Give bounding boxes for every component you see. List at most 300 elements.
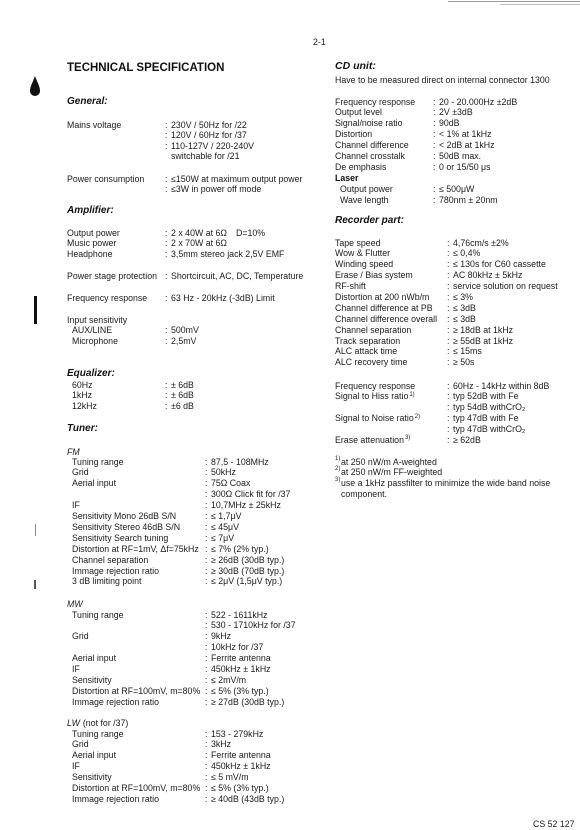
spec-row [335, 391, 575, 402]
spec-value: ≥ 26dB (30dB typ.) [211, 554, 285, 565]
spec-label-text: Frequency response [335, 96, 416, 107]
page-title: TECHNICAL SPECIFICATION [67, 62, 225, 74]
spec-row [67, 249, 307, 259]
spec-label [72, 401, 97, 412]
spec-separator: : [433, 118, 436, 129]
spec-row [335, 238, 575, 249]
spec-separator: : [205, 761, 208, 772]
punch-mark-icon [29, 76, 41, 98]
spec-label [72, 566, 159, 577]
spec-row [72, 686, 312, 697]
spec-row [335, 140, 575, 151]
spec-row [67, 315, 307, 325]
spec-row [67, 228, 307, 238]
spec-value: 0 or 15/50 μs [439, 161, 491, 172]
spec-label [335, 248, 390, 259]
input-sensitivity-block [67, 315, 307, 346]
spec-separator: : [433, 129, 436, 140]
spec-label-text: Distortion at RF=100mV, m=80% [72, 783, 201, 794]
spec-value: 10,7MHz ± 25kHz [211, 500, 281, 511]
spec-value: ≤ 2mV/m [211, 674, 247, 685]
spec-separator: : [447, 402, 450, 413]
spec-value: ≥ 55dB at 1kHz [453, 335, 514, 346]
spec-separator: : [165, 292, 168, 303]
spec-row [72, 457, 312, 468]
footnote-reference: 2) [414, 413, 421, 420]
spec-value: typ 47dB with Fe [453, 413, 519, 424]
spec-label-text: Distortion at 200 nWb/m [335, 291, 430, 302]
spec-value: typ 54dB withCrO₂ [453, 402, 526, 413]
spec-separator: : [205, 543, 208, 554]
spec-value: ≤ 45μV [211, 521, 239, 532]
spec-separator: : [205, 478, 208, 489]
spec-label [72, 500, 80, 511]
spec-separator: : [447, 335, 450, 346]
spec-label-text: Immage rejection ratio [72, 696, 160, 707]
spec-value: 500mV [171, 325, 199, 336]
spec-label-text: Sensitivity Mono 26dB S/N [72, 511, 177, 522]
lw-note: (not for /37) [82, 717, 129, 728]
spec-label-text: Wave length [340, 194, 389, 205]
scan-edge-line [448, 1, 580, 2]
spec-row [72, 675, 312, 686]
spec-row [67, 336, 307, 346]
spec-separator: : [205, 489, 208, 500]
spec-separator: : [165, 238, 168, 249]
spec-row [72, 783, 312, 794]
spec-label-text: Frequency response [335, 380, 416, 391]
spec-row [67, 325, 307, 335]
spec-label-text: Distortion at RF=1mV, Δf=75kHz [72, 543, 199, 554]
spec-label-text: De emphasis [335, 161, 387, 172]
spec-separator: : [433, 183, 436, 194]
spec-row [72, 533, 312, 544]
spec-value: Shortcircuit, AC, DC, Temperature [171, 270, 304, 281]
spec-label-text: IF [72, 500, 80, 511]
spec-value: ± 6dB [171, 379, 194, 390]
spec-separator: : [433, 161, 436, 172]
spec-value: AC 80kHz ± 5kHz [453, 270, 523, 281]
spec-row [335, 346, 575, 357]
spec-separator: : [447, 424, 450, 435]
spec-label [335, 292, 429, 303]
spec-separator: : [205, 609, 208, 620]
spec-label [67, 228, 120, 238]
cd-unit-note: Have to be measured direct on internal connector 1300 [335, 74, 550, 85]
spec-value: 63 Hz - 20kHz (-3dB) Limit [171, 292, 275, 303]
spec-label [72, 533, 168, 544]
spec-label [67, 238, 116, 248]
spec-value: switchable for /21 [171, 151, 240, 162]
spec-label [67, 315, 127, 325]
spec-label [72, 750, 116, 761]
spec-separator: : [205, 685, 208, 696]
scan-mark [35, 524, 36, 536]
spec-note: D=10% [236, 227, 266, 238]
spec-row [72, 664, 312, 675]
spec-label [67, 293, 147, 304]
spec-row [335, 195, 575, 206]
spec-label-text: IF [72, 761, 80, 772]
spec-label-text: Power stage protection [67, 270, 157, 281]
spec-label [335, 140, 409, 151]
spec-row [335, 129, 575, 140]
spec-label-text: Output power [340, 183, 393, 194]
spec-separator: : [447, 259, 450, 270]
spec-label [335, 259, 393, 270]
spec-value: 780nm ± 20nm [439, 194, 498, 205]
spec-row [67, 380, 307, 391]
spec-label [340, 184, 393, 195]
spec-value: ≤ 2μV (1,5μV typ.) [211, 576, 283, 587]
spec-row [335, 97, 575, 108]
spec-label [335, 325, 411, 336]
spec-value: ≤ 5 mV/m [211, 772, 249, 783]
spec-label [335, 118, 402, 129]
spec-label-text: 12kHz [72, 401, 97, 412]
spec-separator: : [433, 150, 436, 161]
spec-label-text: Aerial input [72, 478, 117, 489]
spec-separator: : [205, 783, 208, 794]
spec-label [335, 435, 410, 448]
spec-label-text: ALC attack time [335, 346, 398, 357]
spec-label [72, 675, 112, 686]
spec-label-text: Grid [72, 631, 89, 642]
spec-label [72, 467, 89, 478]
footnotes-block [335, 457, 575, 501]
spec-row [72, 739, 312, 750]
footnote-row [335, 489, 575, 500]
spec-value: 522 - 1611kHz [211, 609, 268, 620]
spec-row [335, 357, 575, 368]
spec-separator: : [205, 500, 208, 511]
spec-label-text: Distortion [335, 129, 373, 140]
mw-label-text: MW [67, 599, 83, 610]
spec-row [67, 238, 307, 248]
spec-separator: : [447, 270, 450, 281]
spec-label [335, 238, 381, 249]
spec-label-text: 60Hz [72, 379, 93, 390]
spec-row [335, 413, 575, 424]
spec-label [72, 761, 80, 772]
spec-row [335, 162, 575, 173]
spec-value: ≥ 40dB (43dB typ.) [211, 793, 285, 804]
spec-row [335, 303, 575, 314]
spec-label-text: RF-shift [335, 281, 366, 292]
spec-label-text: Signal to Noise ratio [335, 413, 414, 424]
spec-value: ≤ 5% (3% typ.) [211, 783, 269, 794]
footnote-mark: 2) [335, 466, 341, 473]
spec-label [72, 697, 159, 708]
spec-value: 4,76cm/s ±2% [453, 237, 509, 248]
spec-label [335, 270, 413, 281]
spec-separator: : [165, 119, 168, 130]
spec-label [335, 303, 433, 314]
spec-value: 110-127V / 220-240V [171, 140, 254, 151]
spec-label-text: Channel difference [335, 140, 409, 151]
spec-separator: : [165, 401, 168, 412]
spec-value: ≤ 500μW [439, 183, 475, 194]
spec-label [335, 314, 437, 325]
spec-value: 60Hz - 14kHz within 8dB [453, 380, 550, 391]
spec-separator: : [205, 750, 208, 761]
spec-value: ≤ 7μV [211, 532, 235, 543]
spec-row [335, 402, 575, 413]
spec-label-text: Grid [72, 467, 89, 478]
spec-label-text: Sensitivity Stereo 46dB S/N [72, 521, 181, 532]
spec-separator: : [165, 270, 168, 281]
spec-label [72, 729, 124, 740]
spec-value: < 1% at 1kHz [439, 129, 492, 140]
spec-label-text: Mains voltage [67, 119, 122, 130]
spec-value: 450kHz ± 1kHz [211, 761, 271, 772]
spec-separator: : [205, 772, 208, 783]
spec-label-text: Sensitivity [72, 674, 112, 685]
spec-value: Ferrite antenna [211, 750, 271, 761]
spec-label-text: Output power [67, 227, 120, 238]
cd-spec-block [335, 97, 575, 173]
spec-separator: : [447, 302, 450, 313]
spec-value: ≤3W in power off mode [171, 184, 262, 195]
fm-label-text: FM [67, 446, 80, 457]
footnote-row [335, 478, 575, 489]
equalizer-block [67, 380, 307, 413]
spec-separator: : [433, 107, 436, 118]
spec-value: 9kHz [211, 631, 232, 642]
spec-value: 2 x 40W at 6Ω [171, 227, 227, 238]
spec-separator: : [205, 793, 208, 804]
spec-value: < 2dB at 1kHz [439, 140, 495, 151]
spec-label [72, 783, 200, 794]
fm-spec-block [72, 457, 312, 588]
spec-label [67, 271, 157, 282]
spec-value: 2,5mV [171, 335, 197, 346]
spec-label-text: AUX/LINE [72, 325, 113, 336]
spec-label-text: Tuning range [72, 456, 124, 467]
spec-value: typ 47dB withCrO₂ [453, 424, 526, 435]
spec-row [72, 544, 312, 555]
spec-label [335, 346, 397, 357]
spec-label-text: Input sensitivity [67, 314, 128, 325]
spec-label-text: Output level [335, 107, 382, 118]
spec-value: ≥ 18dB at 1kHz [453, 324, 514, 335]
spec-label-text: Tuning range [72, 728, 124, 739]
spec-value: ≤150W at maximum output power [171, 173, 303, 184]
spec-label-text: Track separation [335, 335, 401, 346]
spec-row [67, 401, 307, 412]
spec-value: ≤ 3% [453, 291, 473, 302]
footnote-mark: 1) [335, 455, 341, 462]
spec-label [340, 195, 389, 206]
spec-label [72, 610, 124, 621]
spec-row [335, 381, 575, 392]
spec-label [72, 511, 176, 522]
spec-value: ≤ 0,4% [453, 248, 481, 259]
spec-label-text: Erase / Bias system [335, 270, 413, 281]
spec-value: 87,5 - 108MHz [211, 456, 269, 467]
spec-row [67, 141, 307, 151]
spec-value: ≤ 3dB [453, 313, 476, 324]
spec-value: ≤ 130s for C60 cassette [453, 259, 546, 270]
spec-label [335, 129, 372, 140]
spec-value: 3kHz [211, 739, 232, 750]
footnote-text: use a 1kHz passfilter to minimize the wide band noise [341, 478, 551, 489]
spec-label [335, 381, 415, 392]
spec-value: 20 - 20.000Hz ±2dB [439, 96, 518, 107]
spec-separator: : [205, 521, 208, 532]
spec-row [72, 478, 312, 489]
spec-separator: : [205, 653, 208, 664]
spec-value: 530 - 1710kHz for /37 [211, 620, 296, 631]
spec-value: Ferrite antenna [211, 653, 271, 664]
spec-row [335, 325, 575, 336]
spec-row [67, 293, 307, 304]
spec-label-text: Channel separation [335, 324, 412, 335]
spec-label [335, 357, 407, 368]
spec-value: typ 52dB with Fe [453, 391, 519, 402]
spec-value: ≤ 15ms [453, 346, 482, 357]
spec-value: ≥ 62dB [453, 434, 481, 445]
spec-label-text: Sensitivity Search tuning [72, 532, 169, 543]
spec-label [72, 555, 148, 566]
spec-row [72, 620, 312, 631]
spec-label [335, 107, 382, 118]
spec-label-text: Immage rejection ratio [72, 565, 160, 576]
spec-label [72, 576, 141, 587]
spec-row [67, 390, 307, 401]
spec-separator: : [205, 739, 208, 750]
laser-spec-block [335, 184, 575, 206]
spec-separator: : [165, 390, 168, 401]
spec-row [72, 642, 312, 653]
spec-label-text: Channel crosstalk [335, 150, 405, 161]
spec-value: ≥ 30dB (70dB typ.) [211, 565, 285, 576]
recorder-mechanics-block [335, 238, 575, 369]
spec-label-text: Signal to Hiss ratio [335, 391, 409, 402]
spec-label-text: Microphone [72, 335, 118, 346]
footnote-text: at 250 nW/m A-weighted [341, 456, 437, 467]
spec-separator: : [165, 227, 168, 238]
spec-row [72, 761, 312, 772]
spec-separator: : [447, 413, 450, 424]
recorder-audio-block [335, 381, 575, 446]
spec-row [72, 576, 312, 587]
spec-label-text: Distortion at RF=100mV, m=80% [72, 685, 201, 696]
spec-value: 3,5mm stereo jack 2,5V EMF [171, 248, 285, 259]
footnote-text: at 250 nW/m FF-weighted [341, 467, 443, 478]
spec-value: service solution on request [453, 281, 558, 292]
spec-row [72, 653, 312, 664]
spec-value: 90dB [439, 118, 460, 129]
spec-separator: : [205, 664, 208, 675]
spec-separator: : [205, 674, 208, 685]
spec-separator: : [447, 391, 450, 402]
section-heading-tuner: Tuner: [67, 423, 98, 434]
spec-separator: : [447, 281, 450, 292]
section-heading-cd-unit: CD unit: [335, 60, 376, 72]
spec-value: 300Ω Click fit for /37 [211, 489, 291, 500]
spec-row [335, 435, 575, 446]
spec-row [335, 314, 575, 325]
spec-separator: : [447, 291, 450, 302]
spec-label-text: Channel separation [72, 554, 149, 565]
spec-separator: : [205, 532, 208, 543]
spec-separator: : [205, 696, 208, 707]
spec-label [67, 249, 113, 259]
spec-label-text: Sensitivity [72, 772, 112, 783]
spec-value: ±6 dB [171, 401, 194, 412]
spec-separator: : [165, 184, 168, 195]
spec-label-text: ALC recovery time [335, 357, 408, 368]
spec-label [72, 653, 116, 664]
spec-row [72, 500, 312, 511]
spec-row [72, 467, 312, 478]
spec-label-text: Channel difference overall [335, 313, 438, 324]
spec-value: 50kHz [211, 467, 236, 478]
spec-row [72, 522, 312, 533]
spec-separator: : [165, 248, 168, 259]
scan-edge-line [500, 4, 580, 5]
spec-value: 120V / 60Hz for /37 [171, 130, 247, 141]
spec-row [72, 610, 312, 621]
spec-row [72, 555, 312, 566]
scan-mark [34, 296, 37, 324]
spec-label [335, 336, 400, 347]
spec-value: ≤ 3dB [453, 302, 476, 313]
spec-label [72, 325, 112, 335]
spec-label-text: 3 dB limiting point [72, 576, 142, 587]
spec-value: 2 x 70W at 6Ω [171, 238, 227, 249]
spec-row [67, 271, 307, 282]
spec-row [72, 511, 312, 522]
spec-value: 2V ±3dB [439, 107, 473, 118]
spec-separator: : [205, 554, 208, 565]
spec-value: 153 - 279kHz [211, 728, 264, 739]
spec-value: 50dB max. [439, 150, 482, 161]
spec-separator: : [433, 140, 436, 151]
spec-value: 450kHz ± 1kHz [211, 664, 271, 675]
lw-band-label [67, 718, 128, 729]
spec-value: 10kHz for /37 [211, 642, 264, 653]
spec-label-text: Headphone [67, 248, 113, 259]
spec-row [72, 794, 312, 805]
spec-label-text: Power consumption [67, 173, 145, 184]
spec-separator: : [205, 565, 208, 576]
spec-separator: : [205, 642, 208, 653]
mains-voltage-block [67, 120, 307, 162]
output-power-block [67, 228, 307, 259]
spec-separator: : [165, 335, 168, 346]
spec-separator: : [447, 324, 450, 335]
footnote-text: component. [341, 489, 387, 500]
spec-separator: : [165, 130, 168, 141]
amplifier-frequency-response-block [67, 293, 307, 304]
spec-label [72, 739, 89, 750]
spec-label-text: Grid [72, 739, 89, 750]
lw-spec-block [72, 729, 312, 805]
spec-row [335, 281, 575, 292]
spec-row [72, 489, 312, 500]
spec-row [335, 184, 575, 195]
spec-row [72, 772, 312, 783]
spec-row [335, 424, 575, 435]
spec-separator: : [205, 576, 208, 587]
spec-separator: : [205, 631, 208, 642]
spec-row [335, 292, 575, 303]
spec-label-text: Immage rejection ratio [72, 793, 160, 804]
spec-separator: : [447, 380, 450, 391]
spec-label [335, 281, 366, 292]
